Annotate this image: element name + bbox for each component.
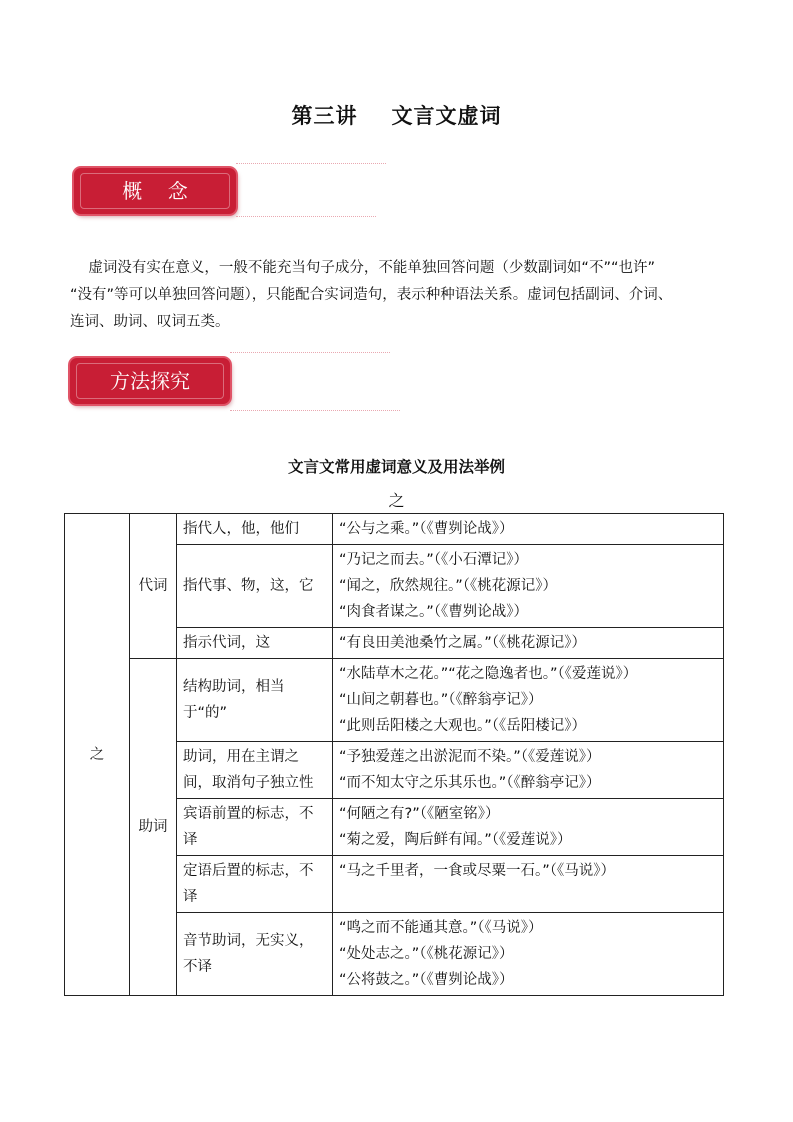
- paragraph-line: 虚词没有实在意义，一般不能充当句子成分，不能单独回答问题（少数副词如“不”“也许”: [70, 260, 655, 276]
- concept-badge-label: 概 念: [122, 179, 188, 203]
- lecture-number: 第三讲: [291, 103, 358, 128]
- example-cell: [333, 913, 724, 996]
- example-text: “何陋之有?”（《陋室铭》）: [339, 806, 500, 822]
- example-text: “闻之，欣然规往。”（《桃花源记》）: [339, 578, 558, 594]
- category-cell: 助词: [130, 659, 177, 996]
- example-cell: [333, 545, 724, 628]
- example-cell: [333, 514, 724, 545]
- concept-badge: [74, 168, 236, 214]
- example-cell: [333, 856, 724, 913]
- example-text: “此则岳阳楼之大观也。”（《岳阳楼记》）: [339, 718, 587, 734]
- table-row: [65, 659, 724, 742]
- badge-decoration-line: [236, 163, 386, 165]
- example-text: “公将鼓之。”（《曹刿论战》）: [339, 972, 514, 988]
- usage-cell: 定语后置的标志，不译: [177, 856, 333, 913]
- usage-cell: 音节助词，无实义，不译: [177, 913, 333, 996]
- category-cell: 代词: [130, 514, 177, 659]
- example-text: “鸣之而不能通其意。”（《马说》）: [339, 920, 543, 936]
- usage-cell: 结构助词，相当于“的”: [177, 659, 333, 742]
- example-text: “予独爱莲之出淤泥而不染。”（《爱莲说》）: [339, 749, 601, 765]
- example-text: “公与之乘。”（《曹刿论战》）: [339, 521, 514, 537]
- example-text: “山间之朝暮也。”（《醉翁亭记》）: [339, 692, 543, 708]
- example-text: “水陆草木之花。”“花之隐逸者也。”（《爱莲说》）: [339, 666, 638, 682]
- table-subcaption: 之: [388, 491, 405, 510]
- example-cell: [333, 659, 724, 742]
- table-caption: 文言文常用虚词意义及用法举例: [287, 457, 505, 476]
- paragraph-line: “没有”等可以单独回答问题），只能配合实词造句，表示种种语法关系。虚词包括副词、介词、: [70, 287, 673, 303]
- usage-cell: 指代人，他，他们: [177, 514, 333, 545]
- badge-decoration-line: [236, 216, 376, 218]
- function-word-table: [64, 513, 724, 996]
- example-cell: [333, 628, 724, 659]
- paragraph-line: 连词、助词、叹词五类。: [70, 314, 230, 330]
- concept-paragraph: [70, 255, 730, 336]
- example-cell: [333, 799, 724, 856]
- example-text: “肉食者谋之。”（《曹刿论战》）: [339, 604, 529, 620]
- badge-decoration-line: [230, 352, 390, 354]
- example-text: “马之千里者，一食或尽粟一石。”（《马说》）: [339, 863, 616, 879]
- example-text: “菊之爱，陶后鲜有闻。”（《爱莲说》）: [339, 832, 572, 848]
- page-title: [0, 100, 793, 130]
- example-text: “乃记之而去。”（《小石潭记》）: [339, 552, 529, 568]
- example-cell: [333, 742, 724, 799]
- lecture-topic: 文言文虚词: [391, 103, 502, 128]
- usage-cell: 指代事、物，这，它: [177, 545, 333, 628]
- usage-cell: 指示代词，这: [177, 628, 333, 659]
- usage-cell: 宾语前置的标志，不译: [177, 799, 333, 856]
- badge-decoration-line: [230, 410, 400, 412]
- method-badge-label: 方法探究: [110, 369, 190, 393]
- method-badge: [70, 358, 230, 404]
- table-row: [65, 514, 724, 545]
- example-text: “而不知太守之乐其乐也。”（《醉翁亭记》）: [339, 775, 601, 791]
- example-text: “有良田美池桑竹之属。”（《桃花源记》）: [339, 635, 587, 651]
- main-word-cell: 之: [65, 514, 130, 996]
- example-text: “处处志之。”（《桃花源记》）: [339, 946, 514, 962]
- usage-cell: 助词，用在主谓之间，取消句子独立性: [177, 742, 333, 799]
